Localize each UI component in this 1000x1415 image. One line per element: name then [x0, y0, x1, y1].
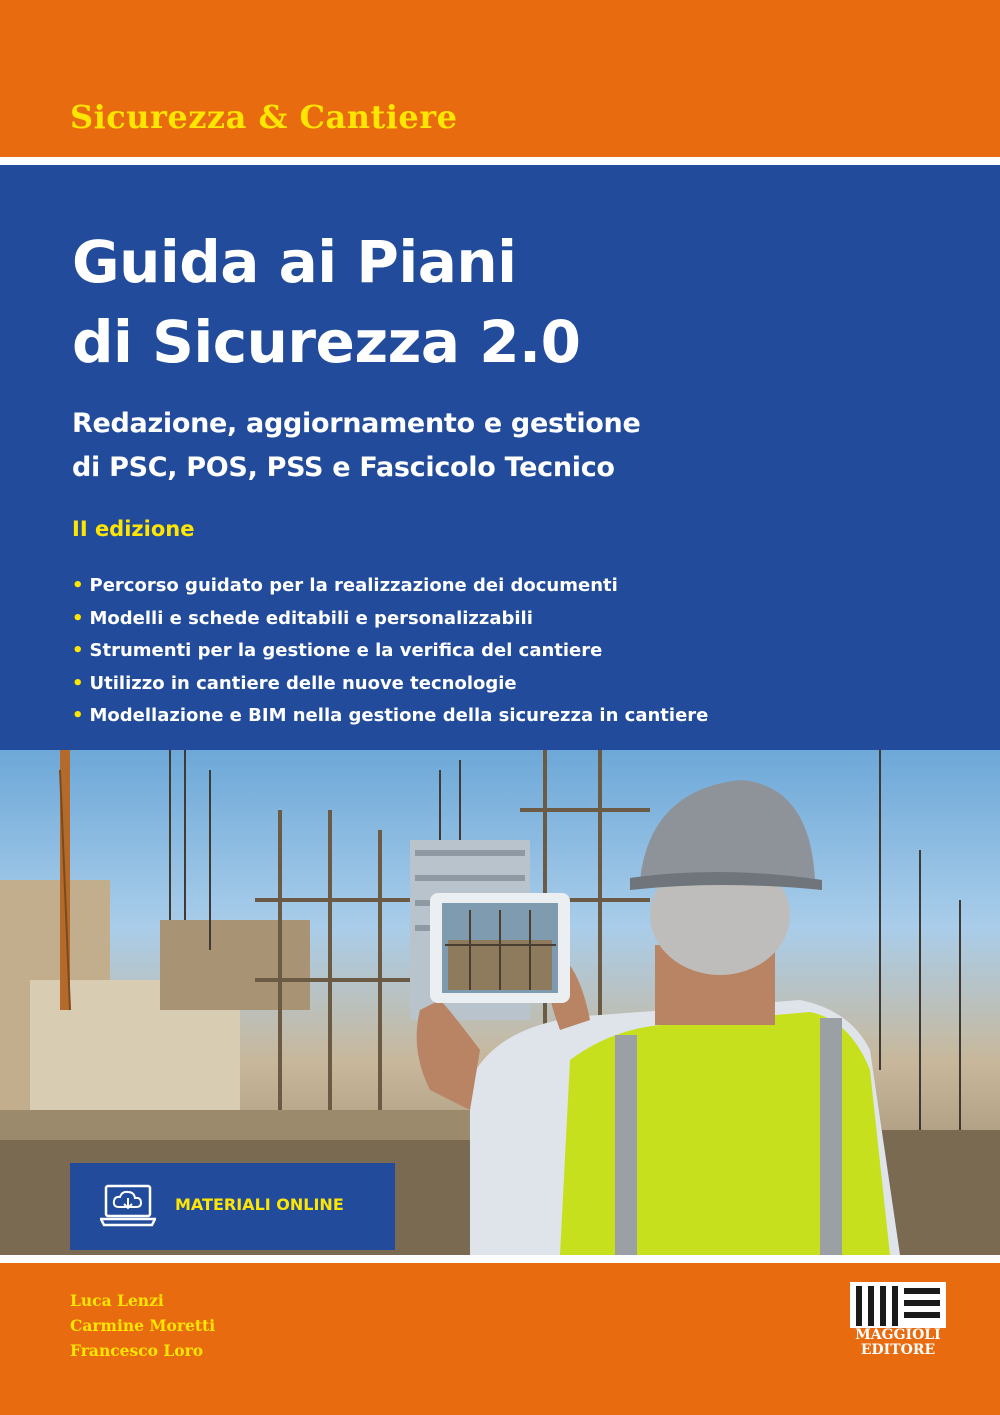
feature-item — [72, 668, 972, 701]
bullet-icon: • — [72, 575, 84, 596]
book-subtitle-line-1: Redazione, aggiornamento e gestione — [72, 408, 641, 439]
feature-text: Modellazione e BIM nella gestione della sicurezza in cantiere — [89, 705, 709, 726]
publisher-name-line-1: MAGGIOLI — [855, 1327, 941, 1343]
online-materials-badge — [70, 1163, 395, 1250]
bullet-icon: • — [72, 640, 84, 661]
author-name: Carmine Moretti — [70, 1316, 216, 1335]
bottom-divider — [0, 1255, 1000, 1263]
laptop-cloud-download-icon — [100, 1183, 156, 1229]
bullet-icon: • — [72, 705, 84, 726]
book-title-line-1: Guida ai Piani — [72, 228, 517, 296]
publisher-name — [840, 1328, 956, 1358]
book-subtitle — [72, 402, 972, 490]
book-title-line-2: di Sicurezza 2.0 — [72, 308, 581, 376]
author-name: Luca Lenzi — [70, 1291, 164, 1310]
bullet-icon: • — [72, 672, 84, 694]
author-list — [70, 1288, 215, 1363]
series-title: Sicurezza & Cantiere — [70, 98, 458, 136]
feature-list — [72, 570, 972, 733]
book-subtitle-line-2: di PSC, POS, PSS e Fascicolo Tecnico — [72, 452, 615, 483]
feature-item — [72, 570, 972, 603]
feature-item — [72, 603, 972, 636]
feature-text: Modelli e schede editabili e personalizzabili — [89, 607, 533, 629]
feature-text: Percorso guidato per la realizzazione dei documenti — [89, 575, 618, 596]
edition-label: II edizione — [72, 517, 195, 541]
publisher-name-line-2: EDITORE — [860, 1342, 936, 1358]
feature-text: Utilizzo in cantiere delle nuove tecnologie — [89, 672, 517, 694]
author-name: Francesco Loro — [70, 1341, 204, 1360]
feature-item — [72, 700, 972, 733]
feature-text: Strumenti per la gestione e la verifica del cantiere — [89, 640, 603, 661]
bullet-icon: • — [72, 607, 84, 629]
feature-item — [72, 635, 972, 668]
online-materials-label: MATERIALI ONLINE — [175, 1195, 344, 1214]
top-divider — [0, 157, 1000, 165]
book-title — [72, 222, 952, 382]
